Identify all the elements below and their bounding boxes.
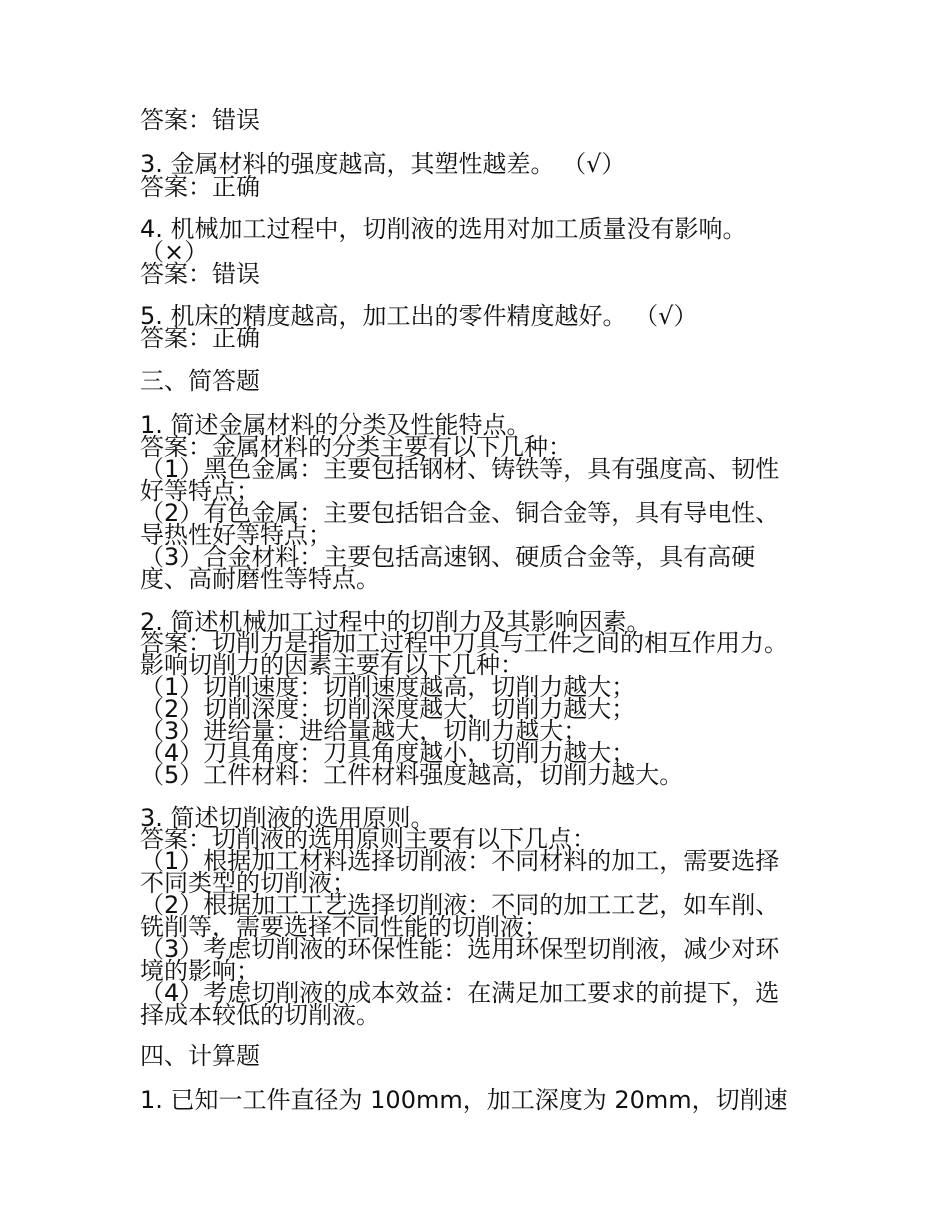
question-line: 5. 机床的精度越高，加工出的零件精度越好。 （√） xyxy=(140,302,698,330)
answer-line: 好等特点； xyxy=(140,477,260,505)
answer-line: 择成本较低的切削液。 xyxy=(140,1001,380,1029)
answer-line: （1）切削速度：切削速度越高，切削力越大； xyxy=(140,673,636,701)
answer-line: （5）工件材料：工件材料强度越高，切削力越大。 xyxy=(140,761,684,789)
answer-line: （4）刀具角度：刀具角度越小，切削力越大； xyxy=(140,739,636,767)
answer-line: 答案：正确 xyxy=(140,324,260,352)
answer-line: （2）根据加工工艺选择切削液：不同的加工工艺，如车削、 xyxy=(140,891,780,919)
answer-line: （3）考虑切削液的环保性能：选用环保型切削液，减少对环 xyxy=(140,935,780,963)
answer-line: 答案：正确 xyxy=(140,173,260,201)
section-heading: 四、计算题 xyxy=(140,1042,260,1070)
question-line: 2. 简述机械加工过程中的切削力及其影响因素。 xyxy=(140,608,651,636)
question-line: （×） xyxy=(140,238,209,266)
answer-line: 导热性好等特点； xyxy=(140,521,332,549)
answer-line: 答案：切削液的选用原则主要有以下几点： xyxy=(140,825,596,853)
answer-line: （3）进给量：进给量越大，切削力越大； xyxy=(140,717,588,745)
answer-line: 答案：错误 xyxy=(140,260,260,288)
section-heading: 三、简答题 xyxy=(140,367,260,395)
answer-line: 不同类型的切削液； xyxy=(140,869,356,897)
answer-line: 答案：金属材料的分类主要有以下几种： xyxy=(140,433,572,461)
answer-line: 铣削等，需要选择不同性能的切削液； xyxy=(140,913,548,941)
question-line: 3. 简述切削液的选用原则。 xyxy=(140,804,435,832)
answer-line: 境的影响； xyxy=(140,957,260,985)
question-line: 4. 机械加工过程中，切削液的选用对加工质量没有影响。 xyxy=(140,215,747,243)
question-line: 3. 金属材料的强度越高，其塑性越差。 （√） xyxy=(140,150,626,178)
answer-line: （1）黑色金属：主要包括钢材、铸铁等，具有强度高、韧性 xyxy=(140,455,780,483)
answer-line: 影响切削力的因素主要有以下几种： xyxy=(140,651,524,679)
answer-line: （1）根据加工材料选择切削液：不同材料的加工，需要选择 xyxy=(140,847,780,875)
question-line: 1. 简述金属材料的分类及性能特点。 xyxy=(140,411,531,439)
question-line: 1. 已知一工件直径为 100mm，加工深度为 20mm，切削速 xyxy=(140,1086,788,1114)
answer-line: （4）考虑切削液的成本效益：在满足加工要求的前提下，选 xyxy=(140,979,780,1007)
answer-line: （2）切削深度：切削深度越大，切削力越大； xyxy=(140,695,636,723)
answer-line: （2）有色金属：主要包括铝合金、铜合金等，具有导电性、 xyxy=(140,499,780,527)
answer-line: 答案：错误 xyxy=(140,106,260,134)
answer-line: 答案：切削力是指加工过程中刀具与工件之间的相互作用力。 xyxy=(140,629,788,657)
answer-line: 度、高耐磨性等特点。 xyxy=(140,565,380,593)
answer-line: （3）合金材料：主要包括高速钢、硬质合金等，具有高硬 xyxy=(140,543,756,571)
